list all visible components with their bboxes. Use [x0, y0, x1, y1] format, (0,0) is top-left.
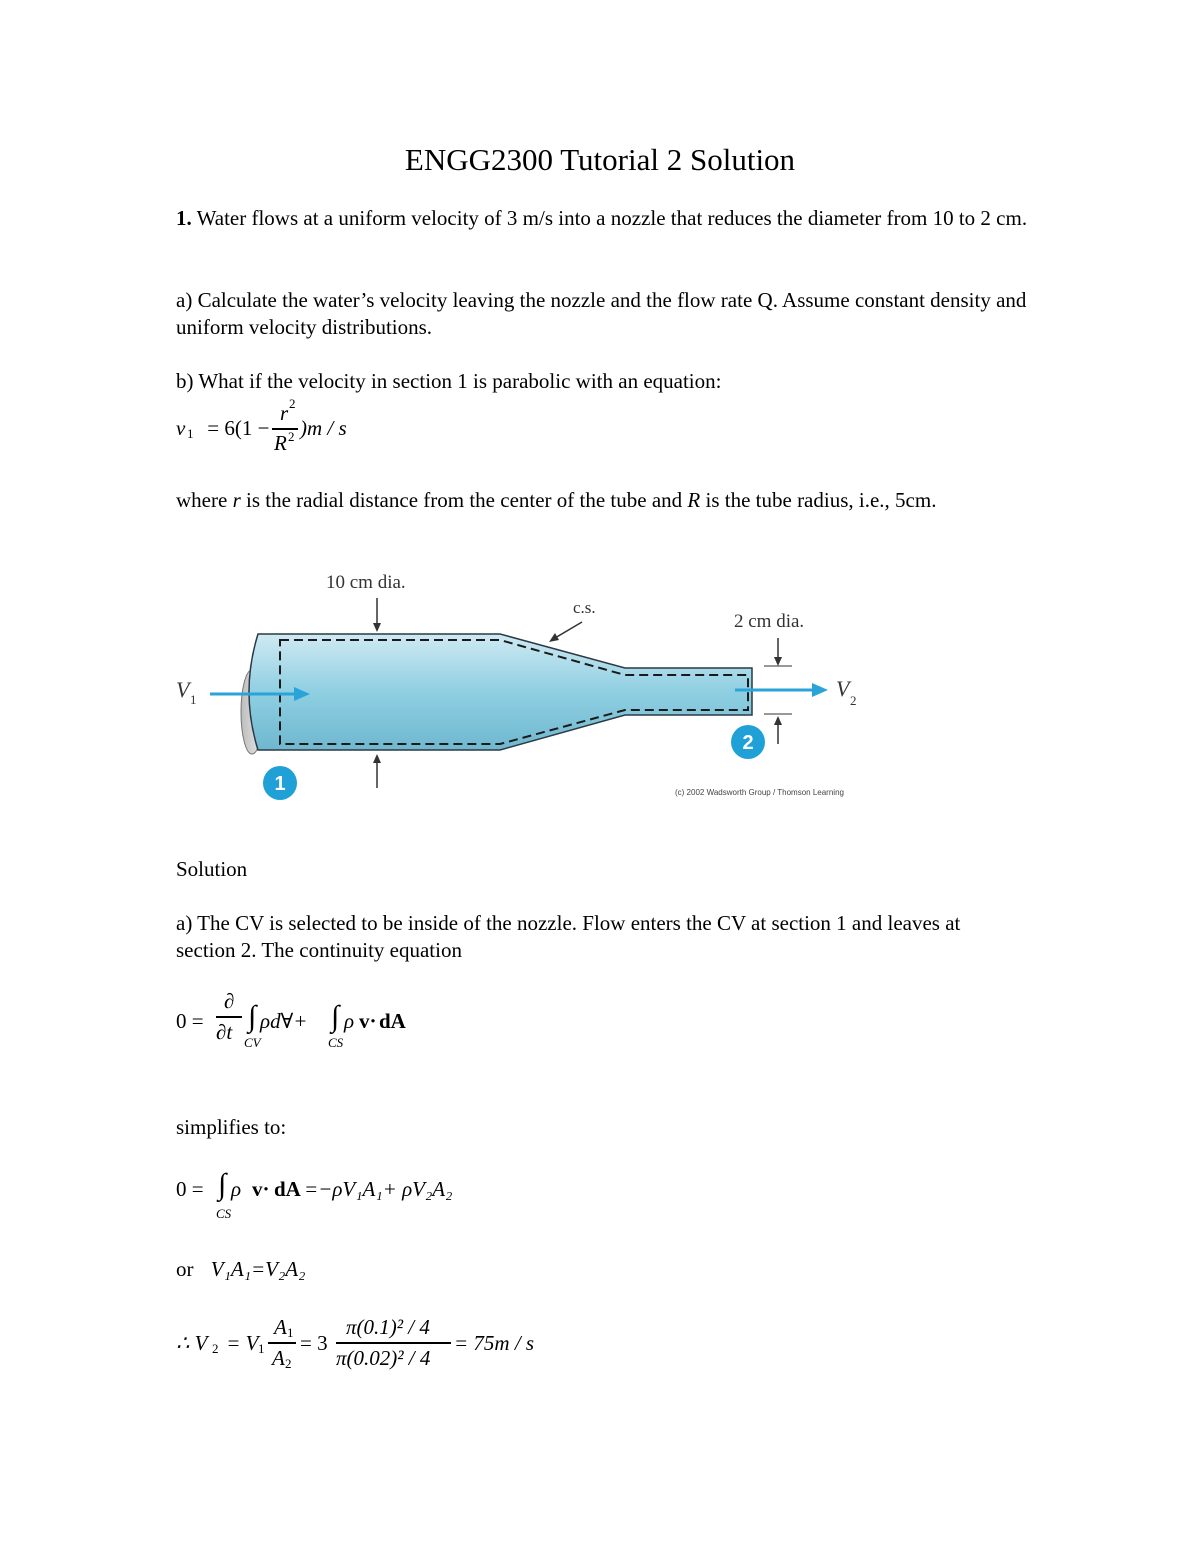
eq1-sub-cv: CV [244, 1035, 261, 1050]
label-control-surface: c.s. [573, 598, 596, 617]
eq1-velocity: v· [359, 1009, 377, 1033]
eq4-frac1-den-sub: 2 [285, 1356, 292, 1371]
eq-v1-num: r [280, 401, 289, 425]
eq2-sub-cs: CS [216, 1206, 232, 1221]
solution-heading: Solution [176, 857, 248, 881]
where-clause [176, 487, 1006, 514]
problem-number: 1. [176, 206, 192, 230]
eq4-frac2-line [336, 1342, 451, 1344]
problem-text: Water flows at a uniform velocity of 3 m/s into a nozzle that reduces the diameter from 10 to 2 cm. [196, 206, 1028, 230]
or-line [176, 1256, 376, 1283]
eq4-frac1-num-sub: 1 [287, 1325, 294, 1340]
eq2-lhs: 0 = [176, 1177, 204, 1201]
label-inlet-diameter: 10 cm dia. [326, 572, 406, 593]
eq-v1-den-sup: 2 [288, 429, 295, 444]
eq1-area: dA [379, 1009, 406, 1033]
nozzle-figure [170, 560, 870, 810]
eq4-frac2-den: π(0.02)² / 4 [336, 1346, 431, 1370]
outlet-velocity-equation [176, 1310, 556, 1380]
eq2-rho: ρ [231, 1177, 242, 1201]
section-1-badge-label: 1 [274, 773, 286, 795]
where-pre: where [176, 488, 233, 512]
eq4-therefore: ∴ V [176, 1331, 208, 1355]
eq1-integral-cv: ∫ [248, 1000, 257, 1033]
eq3: V₁A₁=V₂A₂ [210, 1257, 306, 1281]
eq4-sub1: 1 [258, 1341, 265, 1356]
eq1-lhs: 0 = [176, 1009, 204, 1033]
eq2-rest: =−ρV₁A₁+ ρV₂A₂ [304, 1177, 453, 1201]
eq4-frac2-num: π(0.1)² / 4 [346, 1315, 430, 1339]
label-outlet-diameter: 2 cm dia. [734, 611, 805, 632]
continuity-equation [176, 990, 436, 1060]
problem-statement [176, 205, 1036, 232]
section-2-badge-label: 2 [742, 732, 754, 754]
part-a-question: a) Calculate the water’s velocity leaving the nozzle and the flow rate Q. Assume constant density and uniform velocity distributions. [176, 288, 1027, 339]
nozzle-body [249, 634, 752, 750]
eq4-frac1-line [268, 1342, 296, 1344]
label-v1-sub: 1 [190, 692, 197, 707]
solution-part-a: a) The CV is selected to be inside of the nozzle. Flow enters the CV at section 1 and leaves at section 2. The continuity equation [176, 911, 961, 962]
eq-v1-mid: = 6(1 − [202, 416, 270, 440]
outlet-diameter-arrow-bottom-head [774, 716, 782, 725]
eq4-frac1-num: A [274, 1315, 287, 1339]
eq4-eq-v1: = V [221, 1331, 259, 1355]
eq1-fraction-line [216, 1016, 242, 1018]
label-v2: V [836, 676, 850, 701]
eq1-integral-cs: ∫ [331, 1000, 340, 1033]
eq-v1-lhs: v [176, 416, 186, 440]
eq-v1-rhs: )m / s [300, 416, 347, 440]
eq1-sub-cs: CS [328, 1035, 344, 1050]
cs-pointer [555, 622, 582, 638]
or-label: or [176, 1257, 194, 1281]
page-title: ENGG2300 Tutorial 2 Solution [404, 142, 796, 177]
eq1-body1: ρd∀+ [260, 1009, 308, 1033]
eq1-rho: ρ [344, 1009, 355, 1033]
where-R: R [687, 488, 701, 512]
where-mid: is the radial distance from the center of the tube and [240, 488, 688, 512]
velocity-profile-equation [176, 395, 396, 465]
eq2-velocity: v· [252, 1177, 270, 1201]
eq1-num: ∂ [224, 989, 235, 1013]
outlet-diameter-arrow-top-head [774, 657, 782, 666]
figure-copyright: (c) 2002 Wadsworth Group / Thomson Learning [675, 788, 844, 797]
part-b-question: b) What if the velocity in section 1 is parabolic with an equation: [176, 369, 722, 393]
eq-v1-lhs-sub: 1 [187, 426, 194, 441]
eq4-sub2: 2 [212, 1341, 219, 1356]
eq4-mult: = 3 [300, 1331, 328, 1355]
label-v2-sub: 2 [850, 693, 857, 708]
eq1-den: ∂t [216, 1020, 233, 1044]
eq4-frac1-den: A [272, 1346, 285, 1370]
eq4-result: = 75m / s [454, 1331, 535, 1355]
simplifies-to: simplifies to: [176, 1115, 287, 1139]
where-r: r [232, 488, 241, 512]
simplified-equation [176, 1168, 496, 1228]
inlet-diameter-arrow-bottom-head [373, 754, 381, 763]
v2-arrow-head [812, 683, 828, 697]
eq-v1-num-sup: 2 [289, 396, 296, 411]
label-v1: V [176, 677, 190, 702]
eq2-integral: ∫ [218, 1168, 227, 1201]
eq-v1-den: R [274, 431, 287, 455]
cs-pointer-head [549, 633, 559, 642]
where-post: is the tube radius, i.e., 5cm. [700, 488, 937, 512]
eq2-area: dA [274, 1177, 301, 1201]
inlet-diameter-arrow-top-head [373, 623, 381, 632]
